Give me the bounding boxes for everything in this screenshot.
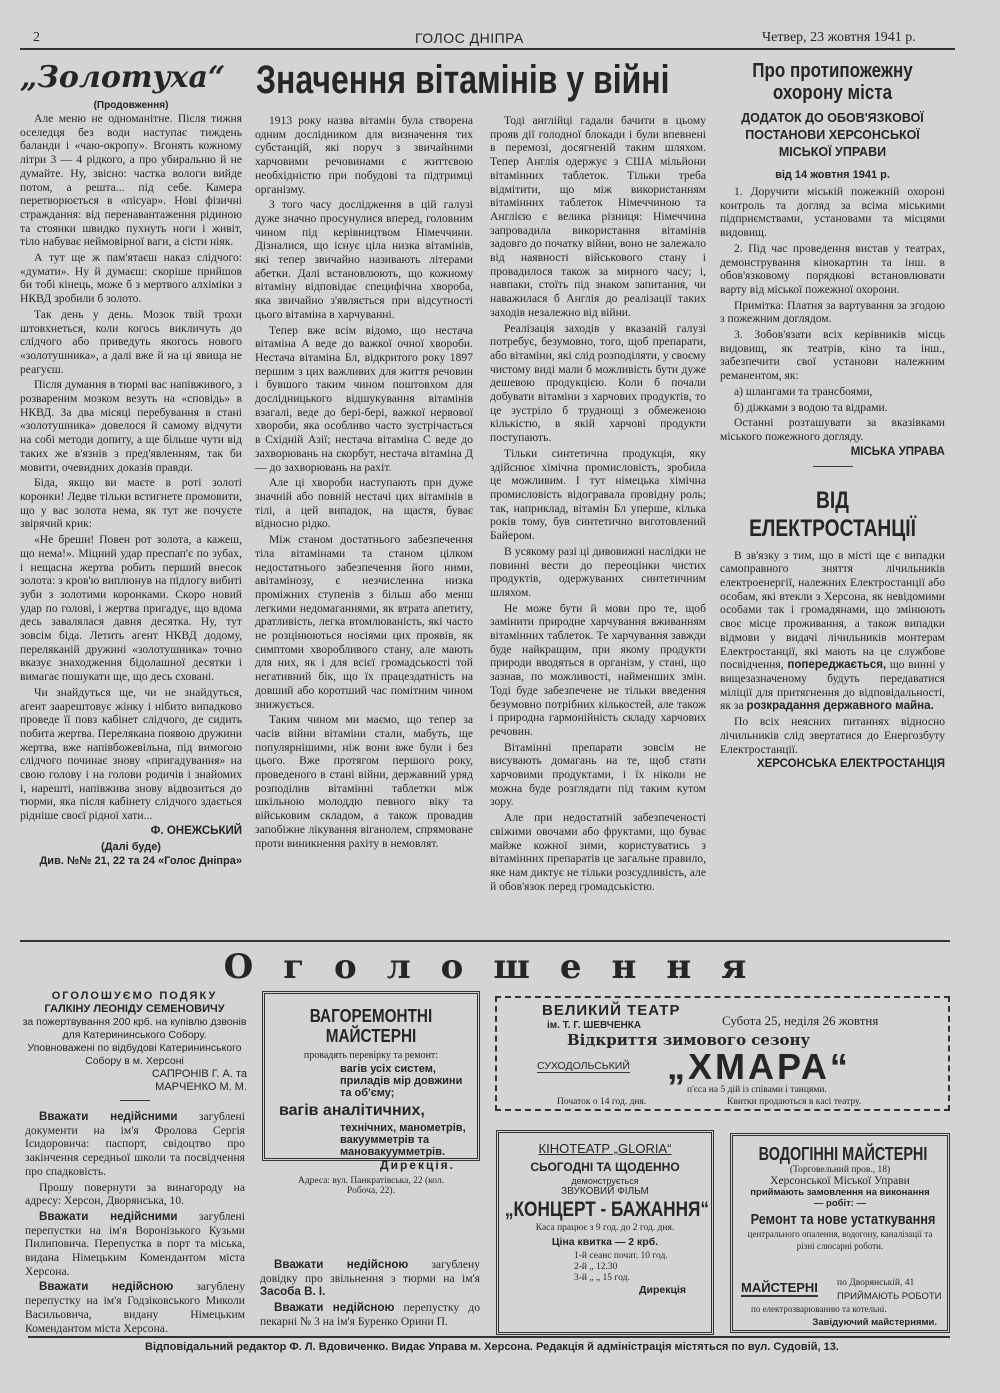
notice bbox=[260, 1258, 480, 1299]
water-text: — робіт: — bbox=[813, 1198, 867, 1209]
zolotukha-body bbox=[20, 112, 242, 823]
paragraph: Тепер вже всім відомо, що нестача вітаміна А веде до важкої очної хвороби. Нестача вітаміна Бл, відкритого року 1897 першим з цих важливих для життя речовин і бувшого таким чином поштовхом для дослідницького відшукування вітамінів взагалі, веде до бері-бері, важкої нервової хвороби, яка особливо часто зустрічається в Східній Азії; нестача вітаміна С веде до захворювань на скорбут, нестача вітаміна Д — до захворювань на рахіт. bbox=[255, 323, 473, 474]
paragraph: 2. Під час проведення вистав у театрах, демонстрування кінокартин та інш. в обов'язковому порядкові встановлювати варту від міської пожежної охорони. bbox=[720, 241, 945, 296]
paragraph: Тільки синтетична продукція, яку здійснює хімічна промисловість, зробила це можливим. І тут німецька хімічна промисловість відогравала провідну роль; так, наприклад, вітамін Бл уперше, кілька років тому, був синтетично виготовлений Байером. bbox=[490, 446, 706, 543]
water-text: ПРИЙМАЮТЬ РОБОТИ bbox=[837, 1291, 942, 1302]
thanks-notice bbox=[22, 990, 247, 1107]
section-rule bbox=[20, 940, 950, 942]
notice-lead: Вважати недійсною bbox=[39, 1280, 174, 1294]
paragraph: Після думання в тюрмі вас напівживого, з розвареним мозком везуть на «сповідь» в НКВД. За два місяці перебування в стані «золотушника» довелося й самому відчути на собі методи допиту, а ще більше чути від таких же в'язнів з пред'явленням, так би мовити, очевидних доказів правди. bbox=[20, 378, 242, 474]
paragraph: Примітка: Платня за вартування за згодою з пожежним доглядом. bbox=[720, 298, 945, 326]
cinema-name: КІНОТЕАТР „GLORIA“ bbox=[538, 1141, 672, 1156]
theatre-dates: Субота 25, неділя 26 жовтня bbox=[722, 1013, 879, 1028]
paragraph: Чи знайдуться ще, чи не знайдуться, агент заарештовує жінку і нібито випадково проведе її повз кабінет слідчого, де сидить побита жертва. Перелякана появою дружини жертва, вже напівбожевільна, під вимогою слідчого починає знову «пригадування» на свою голову і на голови родичів і знайомих і, нарешті, напівжива знову відвозиться до тюрми, яка після кабінету слідчого здається рідніше своєї рідної хати... bbox=[20, 685, 242, 823]
water-signature: Завідуючий майстернями. bbox=[812, 1317, 937, 1328]
paragraph: Але при недостатній забезпеченості свіжими овочами або фруктами, що буває майже кожної зими, користуватись з вітамінних препаратів це загальне правило, яке нам диктує не тільки розсудливість, але й обов'язок перед громадськістю. bbox=[490, 811, 706, 893]
thanks-text: за пожертвування 200 крб. на купівлю дзвонів для Катерининського Собору. bbox=[22, 1016, 247, 1041]
paragraph: 1913 року назва вітамін була створена одним дослідником для визначення тих субстанцій, які поруч з звичайними харчовими речовинами є життєвою необхідністю при побудові та підтримці організму. bbox=[255, 114, 473, 196]
power-warning: розкрадання державного майна. bbox=[746, 699, 934, 713]
zolotukha-article bbox=[20, 58, 242, 867]
water-title: ВОДОГІННІ МАЙСТЕРНІ bbox=[758, 1144, 928, 1164]
cinema-hours: Каса працює з 9 год. до 2 год. дня. bbox=[535, 1223, 675, 1233]
thanks-name: ГАЛКІНУ ЛЕОНІДУ СЕМЕНОВИЧУ bbox=[44, 1003, 225, 1015]
scales-item: технічних, манометрів, вакуумметрів та мановакуумметрів. bbox=[340, 1122, 466, 1158]
notice bbox=[25, 1280, 245, 1335]
paragraph: З того часу дослідження в цій галузі дуже значно просунулися вперед, головним чином під керівництвом Німеччини. Дізналися, що існує ціла низка вітамінів, які тепер звичайно називають літерами абетки. Далі встановлюють, що кожному вітаміну відповідає специфічна хвороба, яка звичайно з'являється при відсутності цього вітаміна в харчуванні. bbox=[255, 198, 473, 321]
notice-text: загублену довідку про звільнення з тюрми на ім'я bbox=[260, 1258, 480, 1285]
paragraph: Біда, якщо ви маєте в роті золоті коронки! Ледве тільки встигнете промовити, що у вас золота нема, як тут же почуєте звірячий крик: bbox=[20, 476, 242, 531]
ticket-info: Квитки продаються в касі театру. bbox=[727, 1097, 862, 1107]
power-text: що винні у вищезазначеному будуть передаватися міліції для притягнення до відповідальності, як за bbox=[720, 658, 945, 713]
ticket-price: Ціна квитка — 2 крб. bbox=[551, 1236, 659, 1248]
water-text: центрального опалення, водогону, каналізації та різні слюсарні роботи. bbox=[747, 1229, 933, 1251]
water-address: (Торговельний пров., 18) bbox=[789, 1165, 891, 1175]
zolotukha-author: Ф. ОНЕЖСЬКИЙ bbox=[150, 824, 242, 837]
water-text: приймають замовлення на виконання bbox=[750, 1187, 930, 1198]
paragraph: 3. Зобов'язати всіх керівників місць видовищ, як театрів, кіно та інш., забезпечити свої установи належним реманентом, як: bbox=[720, 328, 945, 383]
theatre-ad bbox=[495, 996, 950, 1111]
notice-text: загублену перепустку на ім'я Годзіковського Миколи Васильовича, видану Німецьким Комендантом міста Херсона. bbox=[25, 1280, 245, 1335]
notice-tail: Засоба В. І. bbox=[260, 1285, 326, 1299]
vitamins-body-col2 bbox=[490, 114, 706, 895]
notice bbox=[260, 1301, 480, 1328]
paragraph: А тут ще ж пам'ятаєш наказ слідчого: «думати». Ну й думаєш: скоріше прийшов би тобі кінець, може б з мертвого алхіміки з НКВД зробили б золото. bbox=[20, 251, 242, 306]
paragraph: Але меню не одноманітне. Після тижня оселедця без води наступає тиждень баланди і «чаю-окропу». Вгонять кожному літри 3 — 4 рідкого, а про убиральню й не думайте. Ну, звісно: частка вологи вийде потом, а решта... під себе. Камера перетворюється в «пісуар». Нові фізичні страждання: від перенавантаження рідиною та стоянки швидко пухнуть ноги і живіт, тіло набуває неймовірної ваги, а сісти ніяк. bbox=[20, 112, 242, 249]
paragraph: В усякому разі ці дивовижні наслідки не повинні вести до переоцінки чистих продуктів, одержуваних синтетичним шляхом. bbox=[490, 544, 706, 599]
fire-subtitle: ДОДАТОК ДО ОБОВ'ЯЗКОВОЇ ПОСТАНОВИ ХЕРСОНСЬКОЇ МІСЬКОЇ УПРАВИ bbox=[741, 111, 924, 159]
notice-lead: Вважати недійсною bbox=[274, 1301, 395, 1315]
notice-lead: Вважати недійсними bbox=[39, 1209, 178, 1223]
thanks-signer: МАРЧЕНКО М. М. bbox=[155, 1081, 247, 1093]
paragraph: Вітамінні препарати зовсім не висувають домагань на те, щоб стати харчовими продуктами, і їх ніколи не можна буде розглядати під таким кутом зору. bbox=[490, 740, 706, 809]
vitamins-title: Значення вітамінів у війні bbox=[256, 58, 670, 102]
fire-body bbox=[720, 185, 945, 444]
header-rule bbox=[20, 48, 955, 50]
water-workshop-ad bbox=[730, 1133, 950, 1333]
notices-left bbox=[25, 1110, 245, 1337]
power-signature: ХЕРСОНСЬКА ЕЛЕКТРОСТАНЦІЯ bbox=[756, 758, 945, 771]
scales-item: вагів аналітичних, bbox=[279, 1102, 425, 1119]
fire-article bbox=[720, 60, 945, 774]
thanks-text: Уповноважені по відбудові Катерининського Собору в м. Херсоні bbox=[27, 1042, 242, 1067]
play-title: „ХМАРА“ bbox=[667, 1046, 851, 1087]
vitamins-body-col1 bbox=[255, 114, 473, 852]
see-also-note: Див. №№ 21, 22 та 24 «Голос Дніпра» bbox=[39, 854, 242, 867]
issue-date: Четвер, 23 жовтня 1941 р. bbox=[762, 30, 916, 45]
water-services: Ремонт та нове устаткування bbox=[750, 1211, 936, 1228]
water-text: по електрозварюванню та котельні. bbox=[751, 1304, 887, 1314]
cinema-text: ЗВУКОВИЙ ФІЛЬМ bbox=[561, 1186, 649, 1197]
play-description: п'єса на 5 дій із співами і танцями. bbox=[687, 1085, 827, 1095]
paragraph: б) діжками з водою та відрами. bbox=[734, 400, 888, 414]
session-times bbox=[574, 1251, 711, 1284]
power-paragraph bbox=[720, 549, 945, 713]
paragraph: Таким чином ми маємо, що тепер за часів війни вітаміни стали, мабуть, ще популярнішими, ніж вони вже були і без цього. Вже протягом першого року, проведеного в стані війни, державний уряд розподілив вітамінні таблетки між шкільною молоддю певного віку та військовим складом, а також провадив запобіжне лікування віганолем, спрямоване проти виникнення рахіту в немовлят. bbox=[255, 713, 473, 850]
water-shop: МАЙСТЕРНІ bbox=[741, 1280, 818, 1295]
power-warning: попереджається, bbox=[787, 658, 887, 672]
cinema-text: демонструється bbox=[571, 1176, 639, 1186]
paragraph: Між станом достатнього забезпечення тіла вітамінами та станом цілком недостатнього забезпечення його ними, авітамінозу, є незчисленна низка проміжних ступенів з більш або менш легкими недомаганнями, як втрата апетиту, дратливість, легка втомлюваність, які часто не розцінюються носіями цих проявів, як симптоми хворобливого стану, але мають для них, як і для всієї громадськості той негативний бік, що їх працездатність на довший або коротший час помітним чином знижується. bbox=[255, 533, 473, 711]
paragraph: 1. Доручити міській пожежній охороні контроль та догляд за всіма міськими підприємствами, установами та місцями видовищ. bbox=[720, 185, 945, 240]
paragraph: Останні розташувати за вказівками міського пожежного догляду. bbox=[720, 416, 945, 443]
zolotukha-subtitle: (Продовження) bbox=[93, 100, 169, 111]
divider bbox=[813, 466, 853, 467]
scales-intro: провадять перевірку та ремонт: bbox=[303, 1050, 439, 1061]
scales-item: вагів усіх систем, приладів мір довжини та об'єму; bbox=[340, 1063, 463, 1099]
session-time: 3-й „ „ 15 год. bbox=[574, 1273, 630, 1283]
power-title: ВІД ЕЛЕКТРОСТАНЦІЇ bbox=[749, 486, 916, 542]
power-body bbox=[720, 549, 945, 757]
cinema-ad bbox=[496, 1130, 714, 1335]
notice-text: перепустку до пекарні № 3 на ім'я Буренко Орини П. bbox=[260, 1301, 480, 1328]
scales-title: ВАГОРЕМОНТНІ МАЙСТЕРНІ bbox=[309, 1006, 433, 1046]
notice bbox=[25, 1110, 245, 1179]
notice-lead: Вважати недійсними bbox=[39, 1110, 178, 1123]
notice-text: Прошу повернути за винагороду на адресу: Херсон, Дворянська, 10. bbox=[25, 1180, 245, 1208]
footer-rule bbox=[28, 1336, 950, 1338]
paragraph: Тоді англійці гадали бачити в цьому прояв дії голодної блокади і були впевнені в перемозі, досягненій таким шляхом. Тепер Англія одержує з США мільйони вітамінних таблеток. Тільки треба відмітити, що між використанням вітамінних таблеток Німеччиною та Англією є велика різниця: Німеччина запровадила використання вітамінів задовго до початку війни, воно не залежало від наявності військового стану і провадилося також за мирного часу; і, навпаки, стоїть під знаком запитання, чи наважилася б Англія до реалізації таких заходів незалежно від війни. bbox=[490, 114, 706, 319]
notice bbox=[25, 1210, 245, 1279]
newspaper-name: ГОЛОС ДНІПРА bbox=[415, 30, 524, 46]
water-text: по Дворянській, 41 bbox=[837, 1278, 915, 1288]
scales-workshop-ad bbox=[262, 991, 480, 1196]
zolotukha-title: „Золотуха“ bbox=[20, 60, 226, 95]
continued-note: (Далі буде) bbox=[101, 840, 161, 853]
paragraph: Не може бути й мови про те, щоб замінити природне харчування вживанням вітамінних таблеток. Те харчування завжди буде найкращим, при якому продукти природи вводяться в організм, у стані, що зазнав, по можливості, найменших змін. Тоді буде забезпечене не тільки введення безумовно потрібних кількостей, але також і природна гармонійність складу харчових речовин. bbox=[490, 601, 706, 738]
play-start: Початок о 14 год. дня. bbox=[557, 1097, 647, 1107]
thanks-heading: ОГОЛОШУЄМО ПОДЯКУ bbox=[51, 990, 218, 1002]
power-text: В зв'язку з тим, що в місті ще є випадки самоправного зняття лічильників електроенергії, належних Електростанції або особам, які втекли з Херсона, як невідомими особами так і громадянами, що змінюють своє місце проживання, а також випадки відмови у видачі лічильників монтерам Електростанції, які мають на це службове посвідчення, bbox=[720, 548, 945, 672]
thanks-signer: САПРОНІВ Г. А. та bbox=[151, 1068, 247, 1080]
notices-mid bbox=[260, 1258, 480, 1331]
notice-text: загублені перепустки на ім'я Воронізького Кузьми Пилиповича. Перепустка в порт та міська, видана Німецьким Комендантом міста Херсона. bbox=[25, 1209, 245, 1278]
play-author: СУХОДОЛЬСЬКИЙ bbox=[537, 1060, 630, 1072]
cinema-signature: Дирекція bbox=[639, 1284, 686, 1296]
divider bbox=[120, 1100, 150, 1101]
session-time: 2-й „ 12.30 bbox=[574, 1262, 618, 1272]
notice-lead: Вважати недійсною bbox=[274, 1258, 409, 1271]
footer-imprint: Відповідальний редактор Ф. Л. Вдовиченко. Видає Управа м. Херсона. Редакція й адміністрація містяться по вул. Судовій, 13. bbox=[145, 1341, 839, 1353]
theatre-opening: Відкриття зимового сезону bbox=[567, 1031, 811, 1049]
film-title: „КОНЦЕРТ - БАЖАННЯ“ bbox=[504, 1198, 710, 1221]
fire-signature: МІСЬКА УПРАВА bbox=[850, 445, 945, 458]
scales-signature: Дирекція. bbox=[380, 1158, 455, 1172]
theatre-name: ВЕЛИКИЙ ТЕАТР bbox=[542, 1002, 681, 1019]
paragraph: «Не бреши! Повен рот золота, а кажеш, що нема!». Міцний удар преспап'є по зубах, і нещасна жертва робить перший внесок золота: з кров'ю виплюнув на підлогу вибиті зуби з золотими коронками. Скоро новий удар по голові, і жертва пригадує, що вдома десь завалялася давня десятка. Ну, тут зовсім біда. Летить агент НКВД додому, переляканій дружині «золотушника» точно вказує знаходження бідолашної десятки і вимагає пошукати ще, що десь сховані. bbox=[20, 533, 242, 684]
paragraph: Так день у день. Мозок твій трохи штовхнеться, коли когось викличуть до слідчого або приведуть якогось нового «золотушника», а далі вже й на ці явища не реагуєш. bbox=[20, 307, 242, 376]
fire-date: від 14 жовтня 1941 р. bbox=[775, 169, 890, 181]
cinema-today: СЬОГОДНІ ТА ЩОДЕННО bbox=[530, 1160, 680, 1174]
fire-title: Про протипожежну охорону міста bbox=[752, 60, 913, 104]
notice-text: загублені документи на ім'я Фролова Сергія Ісидоровича: паспорт, свідоцтво про закінчення середньої школи та посвідчення про спадковість. bbox=[25, 1110, 245, 1178]
scales-address: Адреса: вул. Панкратівська, 22 (кол. Робоча, 22). bbox=[297, 1176, 445, 1196]
water-org: Херсонської Міської Управи bbox=[770, 1175, 910, 1187]
page-number: 2 bbox=[33, 30, 40, 45]
notice bbox=[25, 1181, 245, 1208]
ads-section-title: Оголошення bbox=[223, 947, 777, 987]
power-paragraph: По всіх неясних питаннях відносно лічильників слід звертатися до Енергозбуту Електростанції. bbox=[720, 715, 945, 756]
theatre-named: ім. Т. Г. ШЕВЧЕНКА bbox=[547, 1020, 642, 1031]
paragraph: Але ці хвороби наступають при дуже значній або повній нестачі цих вітамінів в тілі, а цей випадок, на щастя, буває відносно рідко. bbox=[255, 476, 473, 531]
paragraph: Реалізація заходів у вказаній галузі потребує, безумовно, того, щоб препарати, або вітаміни, які слід розподіляти, у своєму чистому виді мали б можливість бути дуже дешевою продукцією. Коли б почали добувати вітаміни з харчових продуктів, то це зустріло б труднощі з обмеженою кількістю, в якій харчові продукти поступають. bbox=[490, 321, 706, 445]
session-time: 1-й сеанс почат. 10 год. bbox=[574, 1251, 668, 1261]
paragraph: а) шлангами та трансбоями, bbox=[734, 384, 873, 398]
